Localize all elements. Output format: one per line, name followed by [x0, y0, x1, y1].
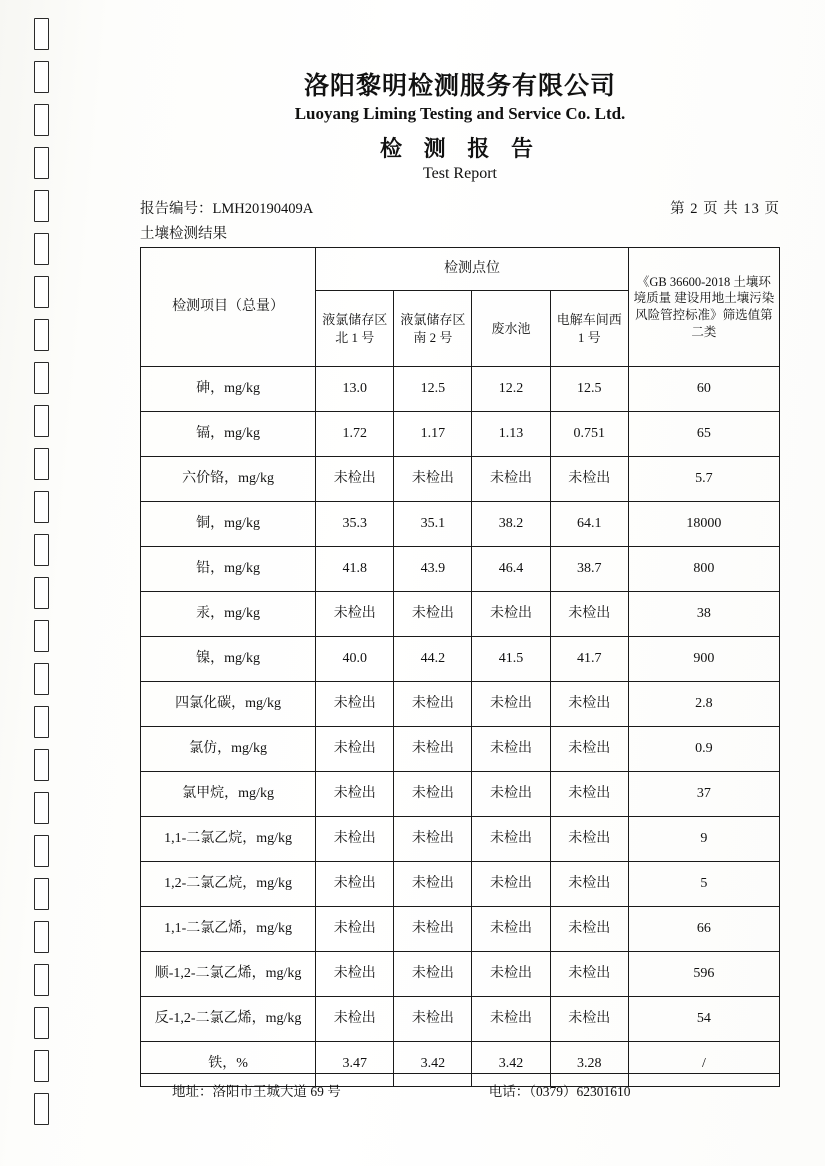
row-value-2: 未检出 [394, 952, 472, 997]
row-value-1: 1.72 [316, 412, 394, 457]
binding-hole [34, 405, 49, 437]
row-standard: 596 [628, 952, 779, 997]
row-value-1: 35.3 [316, 502, 394, 547]
row-value-1: 未检出 [316, 682, 394, 727]
row-value-3: 未检出 [472, 772, 550, 817]
company-name-en: Luoyang Liming Testing and Service Co. Ltd. [294, 104, 626, 124]
row-value-2: 35.1 [394, 502, 472, 547]
row-value-1: 40.0 [316, 637, 394, 682]
binding-holes [30, 18, 60, 1148]
row-item-name: 1,1-二氯乙烷，mg/kg [141, 817, 316, 862]
table-row [141, 502, 780, 547]
row-standard: 900 [628, 637, 779, 682]
soil-test-results-table [140, 247, 780, 1087]
row-standard: 800 [628, 547, 779, 592]
binding-hole [34, 964, 49, 996]
table-row [141, 592, 780, 637]
row-value-4: 64.1 [550, 502, 628, 547]
row-standard: 37 [628, 772, 779, 817]
row-item-name: 汞，mg/kg [141, 592, 316, 637]
row-value-1: 未检出 [316, 772, 394, 817]
row-value-3: 未检出 [472, 727, 550, 772]
row-value-2: 未检出 [394, 592, 472, 637]
row-value-3: 未检出 [472, 907, 550, 952]
binding-hole [34, 1050, 49, 1082]
row-value-1: 未检出 [316, 817, 394, 862]
header-point-4: 电解车间西 1 号 [550, 291, 628, 367]
binding-hole [34, 921, 49, 953]
row-item-name: 四氯化碳，mg/kg [141, 682, 316, 727]
row-value-2: 未检出 [394, 727, 472, 772]
report-title-cn: 检 测 报 告 [380, 136, 540, 163]
row-value-1: 未检出 [316, 862, 394, 907]
row-value-3: 未检出 [472, 457, 550, 502]
report-number-value: LMH20190409A [212, 201, 314, 218]
row-value-4: 未检出 [550, 772, 628, 817]
header-point-1: 液氯储存区北 1 号 [316, 291, 394, 367]
table-row [141, 862, 780, 907]
binding-hole [34, 835, 49, 867]
table-row [141, 637, 780, 682]
section-label: 土壤检测结果 [140, 226, 227, 243]
row-value-4: 未检出 [550, 457, 628, 502]
row-standard: 2.8 [628, 682, 779, 727]
table-row [141, 367, 780, 412]
row-value-3: 3.42 [472, 1042, 550, 1087]
row-item-name: 氯甲烷，mg/kg [141, 772, 316, 817]
row-value-4: 未检出 [550, 682, 628, 727]
row-standard: / [628, 1042, 779, 1087]
row-value-1: 未检出 [316, 907, 394, 952]
row-item-name: 铅，mg/kg [141, 547, 316, 592]
page-indicator: 第 2 页 共 13 页 [670, 201, 780, 218]
table-row [141, 772, 780, 817]
footer-phone: 电话：（0379）62301610 [488, 1084, 631, 1099]
table-row [141, 727, 780, 772]
footer-address: 地址：洛阳市王城大道 69 号 [172, 1084, 341, 1099]
row-item-name: 反-1,2-二氯乙烯，mg/kg [141, 997, 316, 1042]
binding-hole [34, 1007, 49, 1039]
row-value-2: 1.17 [394, 412, 472, 457]
binding-hole [34, 792, 49, 824]
header-standard: 《GB 36600-2018 土壤环境质量 建设用地土壤污染风险管控标准》筛选值第二类 [628, 248, 779, 367]
report-meta [140, 197, 780, 218]
row-value-3: 未检出 [472, 682, 550, 727]
table-row [141, 952, 780, 997]
row-standard: 9 [628, 817, 779, 862]
binding-hole [34, 319, 49, 351]
document-content [140, 70, 780, 1087]
row-standard: 66 [628, 907, 779, 952]
binding-hole [34, 104, 49, 136]
header-point-2: 液氯储存区南 2 号 [394, 291, 472, 367]
binding-hole [34, 491, 49, 523]
header-item: 检测项目（总量） [141, 248, 316, 367]
row-value-4: 未检出 [550, 997, 628, 1042]
row-value-1: 未检出 [316, 997, 394, 1042]
row-value-3: 未检出 [472, 952, 550, 997]
row-item-name: 1,1-二氯乙烯，mg/kg [141, 907, 316, 952]
row-standard: 0.9 [628, 727, 779, 772]
row-item-name: 铁，% [141, 1042, 316, 1087]
row-value-1: 未检出 [316, 592, 394, 637]
row-value-4: 38.7 [550, 547, 628, 592]
binding-hole [34, 448, 49, 480]
row-value-4: 未检出 [550, 952, 628, 997]
row-value-3: 未检出 [472, 592, 550, 637]
row-item-name: 1,2-二氯乙烷，mg/kg [141, 862, 316, 907]
row-value-3: 38.2 [472, 502, 550, 547]
row-value-4: 0.751 [550, 412, 628, 457]
row-value-2: 未检出 [394, 682, 472, 727]
binding-hole [34, 18, 49, 50]
row-value-2: 未检出 [394, 997, 472, 1042]
table-row [141, 457, 780, 502]
row-standard: 5 [628, 862, 779, 907]
binding-hole [34, 61, 49, 93]
row-value-3: 未检出 [472, 817, 550, 862]
binding-hole [34, 1093, 49, 1125]
row-value-1: 未检出 [316, 457, 394, 502]
row-value-2: 43.9 [394, 547, 472, 592]
row-standard: 54 [628, 997, 779, 1042]
table-header-row-1 [141, 248, 780, 291]
page-footer [140, 1073, 780, 1100]
table-row [141, 817, 780, 862]
table-row [141, 997, 780, 1042]
row-value-2: 未检出 [394, 862, 472, 907]
binding-hole [34, 577, 49, 609]
row-item-name: 砷，mg/kg [141, 367, 316, 412]
row-value-3: 12.2 [472, 367, 550, 412]
row-value-3: 未检出 [472, 862, 550, 907]
header-point-3: 废水池 [472, 291, 550, 367]
row-standard: 18000 [628, 502, 779, 547]
row-value-2: 未检出 [394, 907, 472, 952]
binding-hole [34, 362, 49, 394]
row-value-3: 未检出 [472, 997, 550, 1042]
binding-hole [34, 147, 49, 179]
binding-hole [34, 276, 49, 308]
row-value-3: 41.5 [472, 637, 550, 682]
row-item-name: 铜，mg/kg [141, 502, 316, 547]
company-name-cn: 洛阳黎明检测服务有限公司 [303, 71, 616, 100]
row-item-name: 氯仿，mg/kg [141, 727, 316, 772]
table-row [141, 682, 780, 727]
row-item-name: 六价铬，mg/kg [141, 457, 316, 502]
binding-hole [34, 706, 49, 738]
header-points-group: 检测点位 [316, 248, 629, 291]
table-row [141, 547, 780, 592]
row-item-name: 镍，mg/kg [141, 637, 316, 682]
row-value-1: 3.47 [316, 1042, 394, 1087]
binding-hole [34, 878, 49, 910]
row-value-4: 12.5 [550, 367, 628, 412]
row-standard: 60 [628, 367, 779, 412]
row-value-2: 12.5 [394, 367, 472, 412]
row-value-4: 未检出 [550, 727, 628, 772]
binding-hole [34, 663, 49, 695]
row-item-name: 镉，mg/kg [141, 412, 316, 457]
row-value-2: 未检出 [394, 772, 472, 817]
binding-hole [34, 534, 49, 566]
row-item-name: 顺-1,2-二氯乙烯，mg/kg [141, 952, 316, 997]
row-value-3: 46.4 [472, 547, 550, 592]
row-value-1: 13.0 [316, 367, 394, 412]
binding-hole [34, 749, 49, 781]
report-number [140, 197, 313, 218]
row-value-2: 44.2 [394, 637, 472, 682]
table-row [141, 907, 780, 952]
row-standard: 65 [628, 412, 779, 457]
row-value-1: 未检出 [316, 727, 394, 772]
report-title-en: Test Report [423, 165, 497, 183]
row-value-2: 3.42 [394, 1042, 472, 1087]
row-value-2: 未检出 [394, 457, 472, 502]
row-value-4: 3.28 [550, 1042, 628, 1087]
report-number-label: 报告编号： [140, 201, 213, 218]
binding-hole [34, 233, 49, 265]
row-value-1: 未检出 [316, 952, 394, 997]
binding-hole [34, 620, 49, 652]
row-standard: 38 [628, 592, 779, 637]
row-value-1: 41.8 [316, 547, 394, 592]
binding-hole [34, 190, 49, 222]
row-value-4: 未检出 [550, 907, 628, 952]
row-value-4: 未检出 [550, 592, 628, 637]
table-row [141, 412, 780, 457]
row-value-4: 41.7 [550, 637, 628, 682]
row-value-4: 未检出 [550, 862, 628, 907]
row-value-4: 未检出 [550, 817, 628, 862]
row-value-2: 未检出 [394, 817, 472, 862]
row-value-3: 1.13 [472, 412, 550, 457]
row-standard: 5.7 [628, 457, 779, 502]
